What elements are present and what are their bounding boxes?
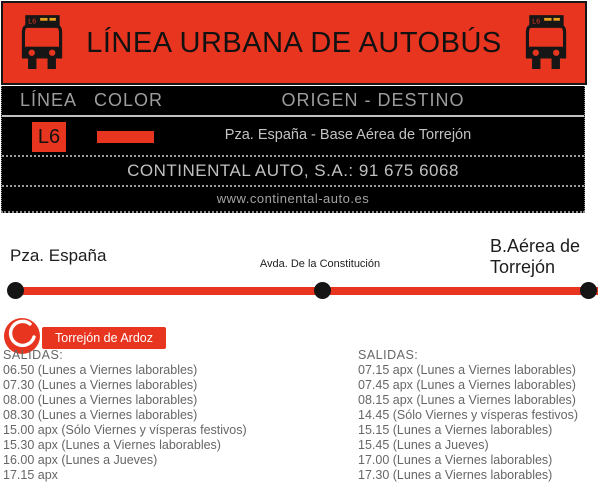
departure-time: 08.30 (Lunes a Viernes laborables) [3,408,198,422]
page-title: LÍNEA URBANA DE AUTOBÚS [86,26,502,59]
route-stop-dot [314,282,331,299]
route-stop-dot [580,282,597,299]
departure-time: 14.45 (Sólo Viernes y vísperas festivos) [358,408,579,422]
table-header-row [2,86,584,117]
departure-time: 17.15 apx [3,468,58,482]
header-banner [1,1,587,85]
stop-label-avda-constitucion: Avda. De la Constitución [259,258,381,270]
departure-time: 15.45 (Lunes a Jueves) [358,438,489,452]
departure-time: 17.30 (Lunes a Viernes laborables) [358,468,553,482]
departure-time: 08.15 apx (Lunes a Viernes laborables) [358,393,576,407]
torrejon-logo-label: Torrejón de Ardoz [42,327,166,349]
operator-row [2,157,584,187]
departures-left-title: SALIDAS: [3,348,64,362]
line-color-swatch [97,131,154,143]
website-row [2,187,584,209]
svg-text:L6: L6 [28,16,37,26]
line-row [2,117,584,157]
operator-contact: CONTINENTAL AUTO, S.A.: 91 675 6068 [127,161,459,180]
departure-time: 08.00 (Lunes a Viernes laborables) [3,393,198,407]
line-code-badge: L6 [32,122,66,152]
departure-time: 07.15 apx (Lunes a Viernes laborables) [358,363,576,377]
departure-time: 16.00 apx (Lunes a Jueves) [3,453,158,467]
departure-time: 17.00 (Lunes a Viernes laborables) [358,453,553,467]
bus-icon [520,13,572,73]
route-line [8,287,598,295]
route-stop-dot [7,282,24,299]
departure-time: 07.45 apx (Lunes a Viernes laborables) [358,378,576,392]
departure-time: 06.50 (Lunes a Viernes laborables) [3,363,198,377]
bus-icon [16,13,68,73]
departure-time: 07.30 (Lunes a Viernes laborables) [3,378,198,392]
departure-time: 15.30 apx (Lunes a Viernes laborables) [3,438,221,452]
stop-label-base-aerea: B.Aérea de Torrejón [490,236,581,277]
departure-time: 15.15 (Lunes a Viernes laborables) [358,423,553,437]
website-url: www.continental-auto.es [216,190,370,206]
header-linea: LÍNEA [20,90,78,110]
stop-label-pza-espana: Pza. España [10,246,107,265]
departures-right-title: SALIDAS: [358,348,419,362]
svg-text:L6: L6 [532,16,541,26]
line-info-table [1,86,585,213]
departures-right-column [358,348,578,483]
departure-time: 15.00 apx (Sólo Viernes y vísperas festivos) [3,423,247,437]
departures-left-column [3,348,247,483]
header-color: COLOR [94,90,164,110]
line-route-text: Pza. España - Base Aérea de Torrejón [224,127,472,143]
header-origen-destino: ORIGEN - DESTINO [281,90,465,110]
